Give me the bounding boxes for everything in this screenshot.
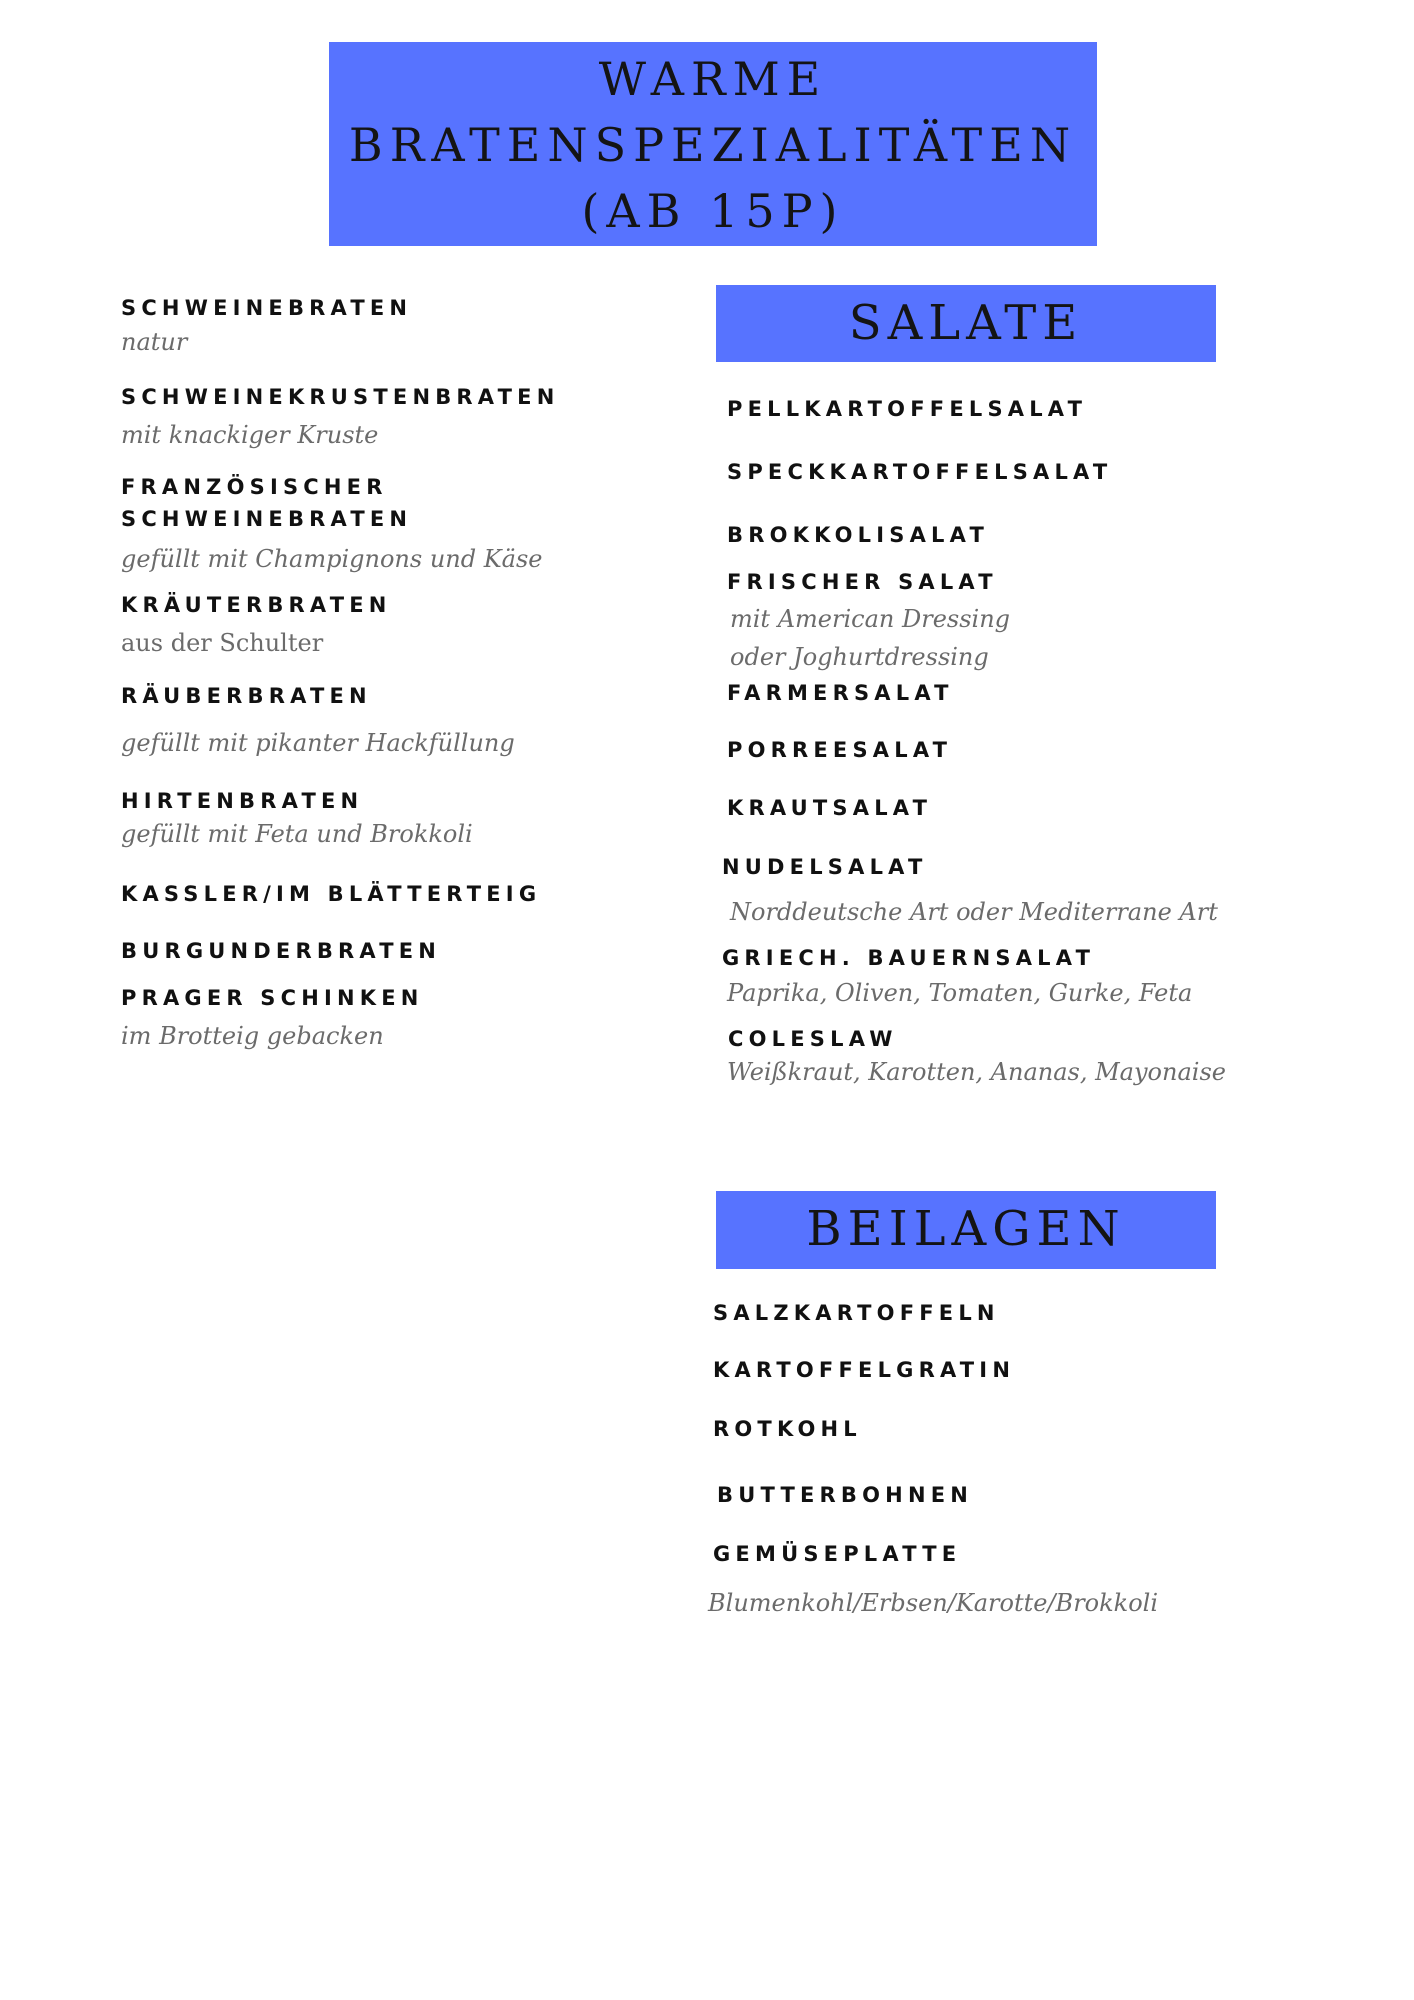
salat-item-desc: oder Joghurtdressing <box>730 643 989 671</box>
menu-item-desc: natur <box>121 328 188 356</box>
beilagen-heading-text: BEILAGEN <box>806 1201 1126 1257</box>
title-line: (AB 15P) <box>581 184 845 238</box>
beilage-item-desc: Blumenkohl/Erbsen/Karotte/Brokkoli <box>708 1589 1158 1617</box>
menu-item-name: SCHWEINEBRATEN <box>121 296 413 320</box>
beilage-item-name: KARTOFFELGRATIN <box>713 1358 1016 1382</box>
menu-item-name: KASSLER/IM BLÄTTERTEIG <box>121 882 542 906</box>
title-line: BRATENSPEZIALITÄTEN <box>348 118 1078 172</box>
title-banner <box>329 42 1097 246</box>
salat-item-desc: Weißkraut, Karotten, Ananas, Mayonaise <box>727 1058 1226 1086</box>
salat-item-name: FRISCHER SALAT <box>727 570 998 594</box>
salat-item-name: GRIECH. BAUERNSALAT <box>722 946 1096 970</box>
salat-item-name: SPECKKARTOFFELSALAT <box>727 460 1113 484</box>
salate-heading <box>716 285 1216 362</box>
menu-item-name: SCHWEINEBRATEN <box>121 507 413 531</box>
beilage-item-name: BUTTERBOHNEN <box>717 1483 974 1507</box>
menu-item-name: KRÄUTERBRATEN <box>121 593 392 617</box>
salat-item-desc: mit American Dressing <box>730 605 1011 633</box>
salat-item-name: PORREESALAT <box>727 738 953 762</box>
salate-heading-text: SALATE <box>848 295 1084 351</box>
beilage-item-name: SALZKARTOFFELN <box>713 1301 1000 1325</box>
salat-item-name: KRAUTSALAT <box>727 796 933 820</box>
salat-item-name: NUDELSALAT <box>722 855 928 879</box>
menu-item-desc: gefüllt mit Feta und Brokkoli <box>121 820 473 848</box>
salat-item-name: COLESLAW <box>728 1027 898 1051</box>
salat-item-name: FARMERSALAT <box>727 681 954 705</box>
salat-item-name: PELLKARTOFFELSALAT <box>727 397 1088 421</box>
menu-item-desc: gefüllt mit pikanter Hackfüllung <box>121 729 515 757</box>
salat-item-desc: Norddeutsche Art oder Mediterrane Art <box>730 898 1218 926</box>
beilagen-heading <box>716 1191 1216 1269</box>
menu-item-name: FRANZÖSISCHER <box>121 475 388 499</box>
menu-item-desc: gefüllt mit Champignons und Käse <box>121 545 543 573</box>
menu-item-desc: mit knackiger Kruste <box>121 421 379 449</box>
beilage-item-name: GEMÜSEPLATTE <box>713 1542 962 1566</box>
salat-item-name: BROKKOLISALAT <box>727 523 989 547</box>
title-line: WARME <box>598 52 828 106</box>
menu-item-desc: aus der Schulter <box>121 629 324 657</box>
menu-item-name: HIRTENBRATEN <box>121 789 364 813</box>
menu-item-name: PRAGER SCHINKEN <box>121 986 424 1010</box>
menu-item-desc: im Brotteig gebacken <box>121 1022 384 1050</box>
menu-item-name: SCHWEINEKRUSTENBRATEN <box>121 385 560 409</box>
menu-item-name: RÄUBERBRATEN <box>121 684 372 708</box>
beilage-item-name: ROTKOHL <box>713 1417 862 1441</box>
salat-item-desc: Paprika, Oliven, Tomaten, Gurke, Feta <box>727 979 1193 1007</box>
menu-item-name: BURGUNDERBRATEN <box>121 939 442 963</box>
